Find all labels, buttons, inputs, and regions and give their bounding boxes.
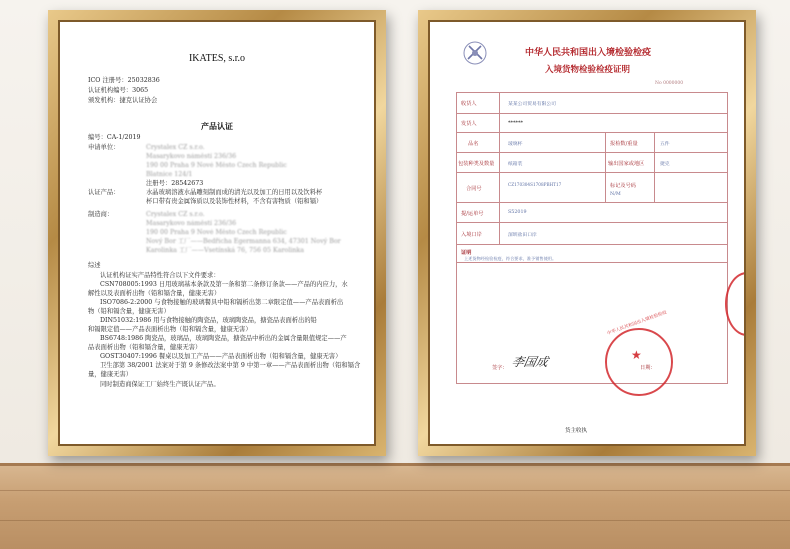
summary-line: 卫生部第 38/2001 法案对于第 9 条修改法案中第 9 中第一章——产品表面析出物（铅和镉含 xyxy=(100,362,361,369)
floor-plank-line xyxy=(0,490,790,491)
sign-label: 签字： xyxy=(492,365,508,371)
right-certificate-paper xyxy=(430,22,744,444)
summary-line: DIN51032:1986 用与食物接触的陶瓷品，玻璃陶瓷品，搪瓷品表面析出的铅 xyxy=(100,317,317,324)
port-value: 深圳盐田口岸 xyxy=(508,233,537,238)
reg-line: 注册号：28542673 xyxy=(146,180,204,187)
ico-line: ICO 注册号：25032836 xyxy=(88,77,160,84)
org-number-line: 认证机构编号：3065 xyxy=(88,87,149,94)
issuer-line: 颁发机构：捷克认证协会 xyxy=(88,97,158,104)
contract-label: 合同号 xyxy=(466,186,482,192)
summary-line: 认证机构证实产品特性符合以下文件要求： xyxy=(100,272,220,279)
floor-plank-line xyxy=(0,520,790,521)
product-name-label: 品名 xyxy=(468,141,479,147)
seal-text: 中华人民共和国出入境检验检疫 xyxy=(606,310,668,337)
left-certificate-paper xyxy=(60,22,374,444)
left-certificate-frame xyxy=(48,10,386,456)
maker-line: Masarykovo náměstí 236/36 xyxy=(146,220,237,227)
title-line-2: 入境货物检验检疫证明 xyxy=(545,65,631,75)
applicant-line: Blatnice 124/1 xyxy=(146,171,193,178)
footer-label: 货主收执 xyxy=(565,428,588,434)
summary-line: 解性以及表面析出物（铅和镉含量，健康无害） xyxy=(88,290,221,297)
bill-label: 提/运单号 xyxy=(461,211,484,217)
origin-label: 输出国家或地区 xyxy=(608,161,645,167)
marks-label: 标记及号码 xyxy=(610,183,636,189)
baseboard-line xyxy=(0,463,790,466)
summary-label: 综述 xyxy=(88,262,101,269)
product-name-value: 玻璃杯 xyxy=(508,142,523,147)
summary-line: 同时制造商保证工厂始终生产既认证产品。 xyxy=(100,381,220,388)
inspection-emblem-icon xyxy=(462,40,488,66)
title-line-1: 中华人民共和国出入境检验检疫 xyxy=(525,48,652,58)
proof-text: 上述货物经检验检疫，符合要求，准予销售使用。 xyxy=(464,256,557,261)
applicant-line: Masarykovo náměstí 236/36 xyxy=(146,153,237,160)
serial-number: No 0000000 xyxy=(655,81,684,86)
summary-line: GOST30407:1996 餐桌以及加工产品——产品表面析出物（铅和镉含量，健康无害） xyxy=(100,353,342,360)
origin-value: 捷克 xyxy=(660,162,670,167)
right-certificate-frame xyxy=(418,10,756,456)
proof-label: 证明 xyxy=(461,250,472,256)
maker-line: Nový Bor 工厂——Bedřicha Egermanna 634, 47301 Nový Bor xyxy=(146,238,341,245)
quantity-label: 报检数/重量 xyxy=(610,141,638,147)
date-label: 日期： xyxy=(640,365,656,371)
summary-line: CSN708005:1993 日用玻璃基本条款及第一条和第二条修订条款——产品的内应力，水 xyxy=(100,281,348,288)
summary-line: 和镉限定值——产品表面析出物（铅和镉含量，健康无害） xyxy=(88,326,252,333)
summary-line: BS6748:1986 陶瓷品，玻璃品，玻璃陶瓷品，搪瓷品中析出的金属含量限值规定——产 xyxy=(100,335,347,342)
summary-line: 品表面析出物（铅和镉含量，健康无害） xyxy=(88,344,202,351)
consignee-value: 某某公司贸易有限公司 xyxy=(508,102,556,107)
maker-line: Karolinka 工厂——Vsetínská 76, 756 05 Karolinka xyxy=(146,247,304,254)
official-seal-stamp xyxy=(605,328,673,396)
summary-line: 物（铅和镉含量，健康无害） xyxy=(88,308,170,315)
contract-value: CZ170304S1708PBHT17 xyxy=(508,182,562,187)
seal-star-icon: ★ xyxy=(631,348,642,362)
consignor-value: ****** xyxy=(508,120,524,126)
product-line: 水晶玻璃溶液水晶雕刻制而成的清光以及加工的日用以及饮料杯 xyxy=(146,189,323,196)
port-label: 入境口岸 xyxy=(461,232,482,238)
wooden-floor xyxy=(0,463,790,549)
summary-line: ISO7086-2:2000 与食物接触的玻璃餐具中铅和镉析出第二章限定值——产品表面析出 xyxy=(100,299,344,306)
maker-label: 制造商： xyxy=(88,211,114,218)
summary-line: 量，健康无害） xyxy=(88,371,133,378)
consignor-label: 发货人 xyxy=(461,121,477,127)
product-label: 认证产品： xyxy=(88,189,120,196)
quantity-value: 五件 xyxy=(660,142,670,147)
certificate-heading: 产品认证 xyxy=(201,121,233,131)
maker-line: 190 00 Praha 9 Nové Město Czech Republic xyxy=(146,229,287,236)
package-value: 纸箱装 xyxy=(508,162,523,167)
marks-value: N/M xyxy=(610,192,621,197)
applicant-line: 190 00 Praha 9 Nové Město Czech Republic xyxy=(146,162,287,169)
product-line: 杯口带有贵金属饰质以及装饰性材料，不含有害物质（铅和镉） xyxy=(146,198,323,205)
signature: 李国成 xyxy=(510,355,550,369)
number-line: 编号：CA-1/2019 xyxy=(88,134,141,141)
maker-line: Crystalex CZ s.r.o. xyxy=(146,211,205,218)
package-label: 包装种类及数量 xyxy=(458,161,495,167)
applicant-line: Crystalex CZ s.r.o. xyxy=(146,144,205,151)
bill-value: S52019 xyxy=(508,210,527,215)
applicant-label: 申请单位： xyxy=(88,144,120,151)
company-name: IKATES, s.r.o xyxy=(188,53,246,64)
consignee-label: 收货人 xyxy=(461,101,477,107)
